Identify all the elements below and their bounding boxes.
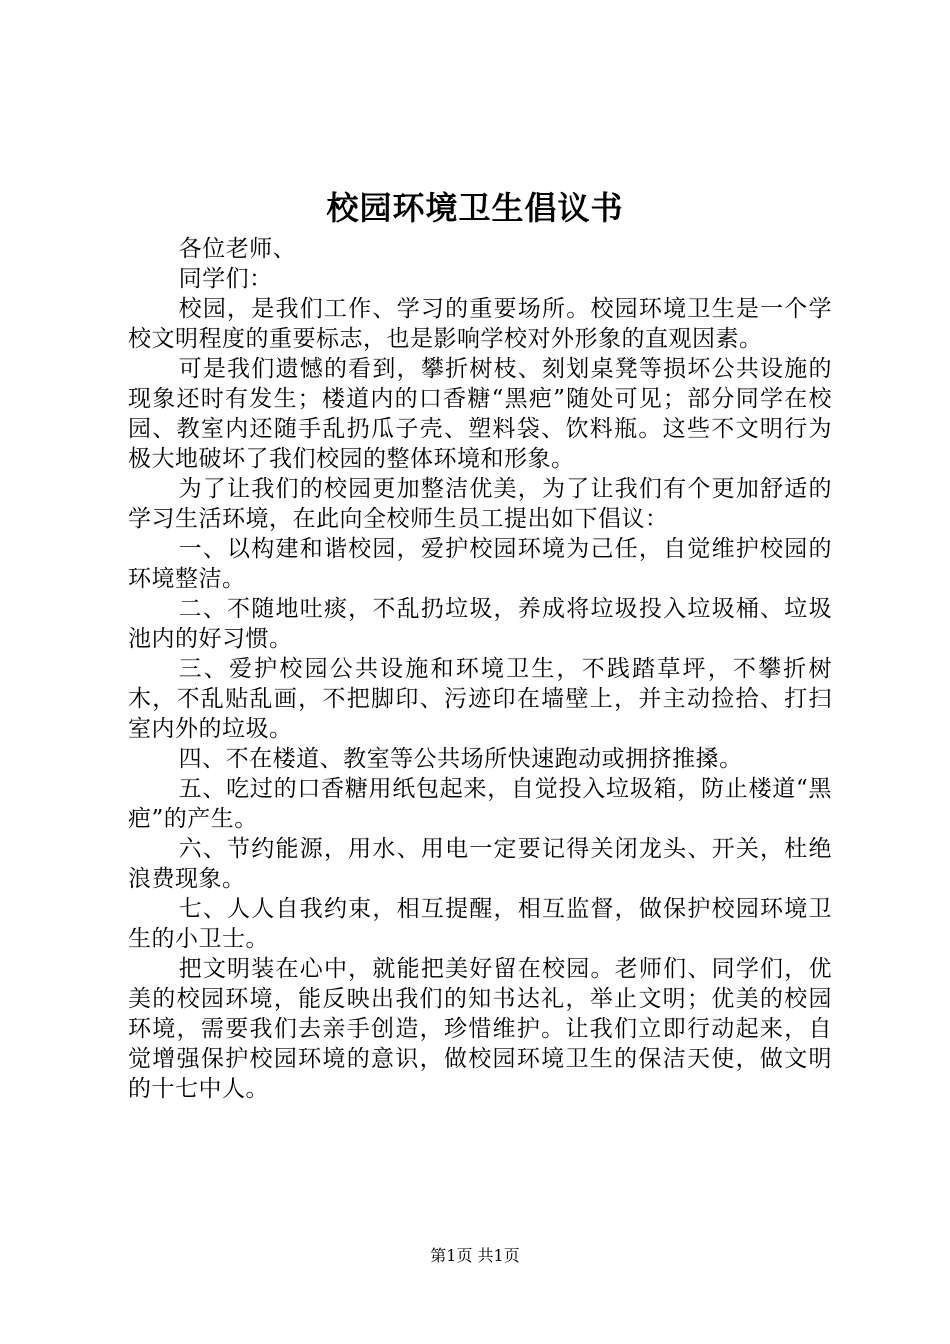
salutation-line: 同学们： xyxy=(178,266,273,292)
proposal-item: 一、以构建和谐校园，爱护校园环境为己任，自觉维护校园的环境整洁。 xyxy=(128,536,832,592)
closing-paragraph: 把文明装在心中，就能把美好留在校园。老师们、同学们，优美的校园环境，能反映出我们的知书达礼，举止文明；优美的校园环境，需要我们去亲手创造，珍惜维护。让我们立即行动起来，自觉增强保护校园环境的意识，做校园环境卫生的保洁天使，做文明的十七中人。 xyxy=(128,956,832,1102)
proposal-item: 三、爱护校园公共设施和环境卫生，不践踏草坪，不攀折树木，不乱贴乱画，不把脚印、污迹印在墙壁上，并主动捡拾、打扫室内外的垃圾。 xyxy=(128,656,832,742)
paragraph: 校园，是我们工作、学习的重要场所。校园环境卫生是一个学校文明程度的重要标志，也是影响学校对外形象的直观因素。 xyxy=(128,296,832,352)
proposal-item: 五、吃过的口香糖用纸包起来，自觉投入垃圾箱，防止楼道“黑疤”的产生。 xyxy=(128,776,832,832)
salutation-line: 各位老师、 xyxy=(178,236,297,262)
proposal-item: 四、不在楼道、教室等公共场所快速跑动或拥挤推搡。 xyxy=(178,746,743,772)
page-footer: 第1页 共1页 xyxy=(430,1246,520,1265)
proposal-item: 二、不随地吐痰，不乱扔垃圾，养成将垃圾投入垃圾桶、垃圾池内的好习惯。 xyxy=(128,596,832,652)
document-body xyxy=(128,234,832,1104)
document-title: 校园环境卫生倡议书 xyxy=(326,189,624,227)
proposal-item: 六、节约能源，用水、用电一定要记得关闭龙头、开关，杜绝浪费现象。 xyxy=(128,836,832,892)
paragraph: 为了让我们的校园更加整洁优美，为了让我们有个更加舒适的学习生活环境，在此向全校师生员工提出如下倡议： xyxy=(128,476,832,532)
proposal-item: 七、人人自我约束，相互提醒，相互监督，做保护校园环境卫生的小卫士。 xyxy=(128,896,832,952)
paragraph: 可是我们遗憾的看到，攀折树枝、刻划桌凳等损坏公共设施的现象还时有发生；楼道内的口香糖“黑疤”随处可见；部分同学在校园、教室内还随手乱扔瓜子壳、塑料袋、饮料瓶。这些不文明行为极大地破坏了我们校园的整体环境和形象。 xyxy=(128,356,832,472)
